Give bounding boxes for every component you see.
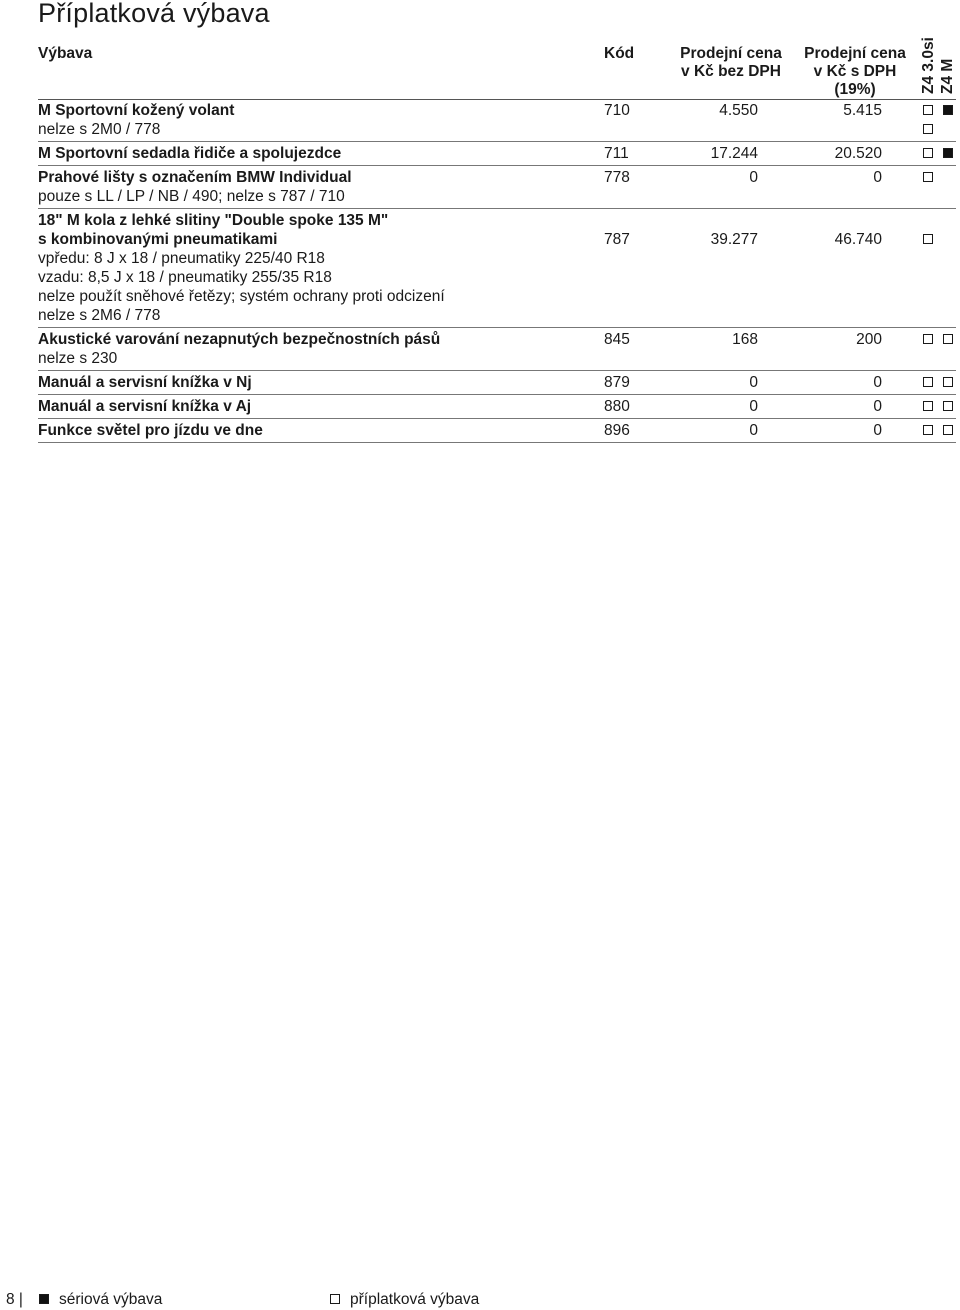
table-row xyxy=(38,166,956,209)
optional-square-icon-z4-30si xyxy=(923,148,933,158)
optional-square-icon-z4-30si xyxy=(923,234,933,244)
equipment-text: M Sportovní kožený volant xyxy=(38,102,235,119)
equipment-name xyxy=(38,168,956,187)
table-row xyxy=(38,395,956,419)
price-gross: 0 xyxy=(873,422,882,439)
option-code: 845 xyxy=(604,331,630,348)
optional-square-icon-z4-m xyxy=(943,377,953,387)
option-code: 879 xyxy=(604,374,630,391)
equipment-name xyxy=(38,101,956,120)
equipment-text: M Sportovní sedadla řidiče a spolujezdce xyxy=(38,145,342,162)
equipment-text: 18" M kola z lehké slitiny "Double spoke 135 M" xyxy=(38,212,389,229)
equipment-note xyxy=(38,287,956,306)
column-header-item: Výbava xyxy=(38,45,93,62)
price-net: 168 xyxy=(732,331,758,348)
standard-square-icon xyxy=(39,1294,49,1304)
price-net: 4.550 xyxy=(719,102,758,119)
table-row xyxy=(38,371,956,395)
standard-square-icon-z4-m xyxy=(943,105,953,115)
option-code: 778 xyxy=(604,169,630,186)
option-code: 896 xyxy=(604,422,630,439)
price-net: 17.244 xyxy=(710,145,758,162)
equipment-text: nelze s 230 xyxy=(38,350,118,367)
equipment-name xyxy=(38,421,956,440)
standard-square-icon-z4-m xyxy=(943,148,953,158)
price-gross: 0 xyxy=(873,169,882,186)
table-row xyxy=(38,209,956,328)
price-net: 0 xyxy=(749,374,758,391)
legend-standard-label: sériová výbava xyxy=(59,1291,163,1308)
equipment-text: Prahové lišty s označením BMW Individual xyxy=(38,169,352,186)
price-gross: 0 xyxy=(873,398,882,415)
optional-square-icon-z4-30si xyxy=(923,425,933,435)
table-row xyxy=(38,328,956,371)
optional-square-icon-z4-m xyxy=(943,425,953,435)
option-code: 710 xyxy=(604,102,630,119)
equipment-name xyxy=(38,373,956,392)
price-gross: 20.520 xyxy=(834,145,882,162)
option-code: 711 xyxy=(604,145,629,162)
equipment-text: vpředu: 8 J x 18 / pneumatiky 225/40 R18 xyxy=(38,250,325,267)
equipment-text: pouze s LL / LP / NB / 490; nelze s 787 / 710 xyxy=(38,188,345,205)
optional-square-icon-z4-30si xyxy=(923,377,933,387)
column-header-price-net: Prodejní cena v Kč bez DPH xyxy=(680,45,782,80)
equipment-table xyxy=(38,99,956,443)
column-header-price-gross: Prodejní cena v Kč s DPH (19%) xyxy=(804,45,906,98)
optional-square-icon-z4-30si xyxy=(923,401,933,411)
price-gross: 46.740 xyxy=(834,231,882,248)
equipment-note xyxy=(38,349,956,368)
option-code: 787 xyxy=(604,231,630,248)
equipment-note xyxy=(38,120,956,139)
equipment-text: Manuál a servisní knížka v Nj xyxy=(38,374,252,391)
price-net: 39.277 xyxy=(710,231,758,248)
equipment-text: nelze s 2M0 / 778 xyxy=(38,121,161,138)
legend-optional-label: příplatková výbava xyxy=(350,1291,480,1308)
equipment-name xyxy=(38,144,956,163)
equipment-name xyxy=(38,397,956,416)
equipment-note xyxy=(38,306,956,325)
optional-square-icon xyxy=(330,1294,340,1304)
price-net: 0 xyxy=(749,422,758,439)
equipment-text: Akustické varování nezapnutých bezpečnostních pásů xyxy=(38,331,441,348)
equipment-text: Funkce světel pro jízdu ve dne xyxy=(38,422,263,439)
column-header-model-z4-30si: Z4 3.0si xyxy=(920,37,937,94)
price-gross: 200 xyxy=(856,331,882,348)
table-row xyxy=(38,99,956,142)
equipment-note xyxy=(38,268,956,287)
equipment-note xyxy=(38,249,956,268)
equipment-name xyxy=(38,330,956,349)
page-title: Příplatková výbava xyxy=(38,0,270,28)
price-gross: 5.415 xyxy=(843,102,882,119)
optional-square-icon-z4-30si xyxy=(923,124,933,134)
equipment-text: Manuál a servisní knížka v Aj xyxy=(38,398,252,415)
equipment-text: nelze s 2M6 / 778 xyxy=(38,307,161,324)
equipment-text: s kombinovanými pneumatikami xyxy=(38,231,278,248)
price-net: 0 xyxy=(749,169,758,186)
optional-square-icon-z4-30si xyxy=(923,172,933,182)
equipment-text: vzadu: 8,5 J x 18 / pneumatiky 255/35 R18 xyxy=(38,269,332,286)
optional-square-icon-z4-30si xyxy=(923,334,933,344)
equipment-note xyxy=(38,187,956,206)
optional-square-icon-z4-30si xyxy=(923,105,933,115)
option-code: 880 xyxy=(604,398,630,415)
price-net: 0 xyxy=(749,398,758,415)
page-number: 8 | xyxy=(6,1291,23,1308)
optional-square-icon-z4-m xyxy=(943,334,953,344)
table-row xyxy=(38,142,956,166)
price-gross: 0 xyxy=(873,374,882,391)
optional-square-icon-z4-m xyxy=(943,401,953,411)
column-header-code: Kód xyxy=(604,45,635,62)
table-row xyxy=(38,419,956,443)
equipment-name xyxy=(38,230,956,249)
equipment-name xyxy=(38,211,956,230)
equipment-text: nelze použít sněhové řetězy; systém ochrany proti odcizení xyxy=(38,288,445,305)
column-header-model-z4-m: Z4 M xyxy=(939,58,956,94)
